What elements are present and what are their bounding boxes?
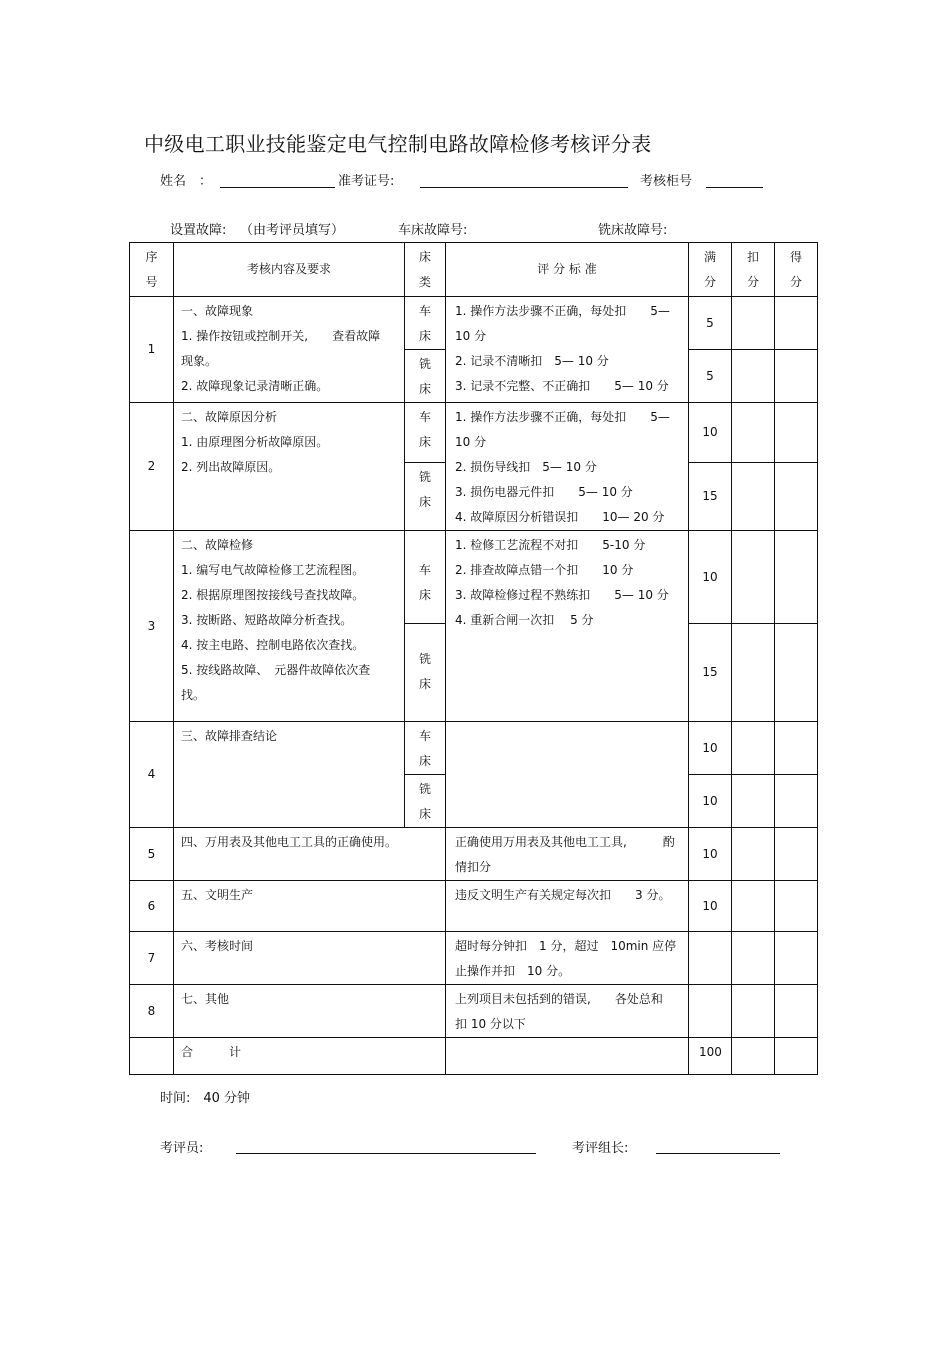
row-criteria: 超时每分钟扣 1 分，超过 10min 应停 止操作并扣 10 分。: [446, 932, 689, 985]
full-score-lathe: 10: [689, 722, 732, 775]
total-criteria-cell: [446, 1038, 689, 1075]
full-score-lathe: 10: [689, 531, 732, 624]
row-criteria: [446, 722, 689, 828]
machine-lathe: 车 床: [405, 722, 446, 775]
full-score: [689, 932, 732, 985]
deduct-cell[interactable]: [732, 828, 775, 881]
exam-id-field[interactable]: [420, 187, 628, 188]
row-seq: 7: [130, 932, 174, 985]
table-row: [130, 985, 818, 1038]
row-criteria: 1. 操作方法步骤不正确，每处扣 5— 10 分 2. 损伤导线扣 5— 10 分 3. 损伤电器元件扣 5— 10 分 4. 故障原因分析错误扣 10— 20 分: [446, 403, 689, 531]
table-row: [130, 403, 818, 463]
page-title: 中级电工职业技能鉴定电气控制电路故障检修考核评分表: [144, 132, 652, 156]
row-criteria: 正确使用万用表及其他电工工具, 酌 情扣分: [446, 828, 689, 881]
machine-lathe: 车 床: [405, 531, 446, 624]
machine-lathe: 车 床: [405, 403, 446, 463]
total-full-score: 100: [689, 1038, 732, 1075]
full-score-lathe: 10: [689, 403, 732, 463]
machine-lathe: 车 床: [405, 297, 446, 350]
table-row: [130, 828, 818, 881]
time-label: 时间: 40 分钟: [160, 1091, 251, 1106]
deduct-cell[interactable]: [732, 775, 775, 828]
total-seq-cell: [130, 1038, 174, 1075]
col-header-deduct: 扣 分: [732, 243, 775, 297]
machine-mill: 铣 床: [405, 775, 446, 828]
exam-id-label: 准考证号:: [338, 174, 395, 189]
score-cell[interactable]: [775, 403, 818, 463]
row-seq: 8: [130, 985, 174, 1038]
row-criteria: 上列项目未包括到的错误, 各处总和 扣 10 分以下: [446, 985, 689, 1038]
score-cell[interactable]: [775, 297, 818, 350]
total-score-cell[interactable]: [775, 1038, 818, 1075]
full-score-mill: 5: [689, 350, 732, 403]
deduct-cell[interactable]: [732, 350, 775, 403]
table-row: [130, 881, 818, 932]
table-row: [130, 722, 818, 775]
deduct-cell[interactable]: [732, 722, 775, 775]
score-cell[interactable]: [775, 531, 818, 624]
row-content: 七、其他: [174, 985, 446, 1038]
row-criteria: 违反文明生产有关规定每次扣 3 分。: [446, 881, 689, 932]
name-field[interactable]: [220, 187, 335, 188]
cabinet-field[interactable]: [706, 187, 763, 188]
deduct-cell[interactable]: [732, 932, 775, 985]
total-deduct-cell[interactable]: [732, 1038, 775, 1075]
deduct-cell[interactable]: [732, 403, 775, 463]
col-header-score: 得 分: [775, 243, 818, 297]
scoring-table: [129, 242, 818, 1075]
row-content: 二、故障原因分析 1. 由原理图分析故障原因。 2. 列出故障原因。: [174, 403, 405, 531]
table-row: [130, 531, 818, 624]
row-seq: 6: [130, 881, 174, 932]
total-row: [130, 1038, 818, 1075]
full-score-lathe: 5: [689, 297, 732, 350]
row-criteria: 1. 检修工艺流程不对扣 5-10 分 2. 排查故障点错一个扣 10 分 3. 故障检修过程不熟练扣 5— 10 分 4. 重新合闸一次扣 5 分: [446, 531, 689, 722]
examiner-signature-field[interactable]: [236, 1153, 536, 1154]
row-content: 四、万用表及其他电工工具的正确使用。: [174, 828, 446, 881]
deduct-cell[interactable]: [732, 624, 775, 722]
score-cell[interactable]: [775, 985, 818, 1038]
deduct-cell[interactable]: [732, 531, 775, 624]
name-label: 姓名 ：: [160, 174, 213, 189]
deduct-cell[interactable]: [732, 463, 775, 531]
mill-fault-label: 铣床故障号:: [598, 223, 668, 238]
score-cell[interactable]: [775, 624, 818, 722]
table-row: [130, 932, 818, 985]
table-row: [130, 297, 818, 350]
score-cell[interactable]: [775, 350, 818, 403]
row-seq: 5: [130, 828, 174, 881]
full-score-mill: 10: [689, 775, 732, 828]
row-criteria: 1. 操作方法步骤不正确，每处扣 5— 10 分 2. 记录不清晰扣 5— 10 分 3. 记录不完整、不正确扣 5— 10 分: [446, 297, 689, 403]
group-leader-signature-field[interactable]: [656, 1153, 780, 1154]
score-cell[interactable]: [775, 463, 818, 531]
row-seq: 2: [130, 403, 174, 531]
machine-mill: 铣 床: [405, 350, 446, 403]
cabinet-label: 考核柜号: [640, 174, 693, 189]
col-header-machine: 床 类: [405, 243, 446, 297]
score-cell[interactable]: [775, 932, 818, 985]
col-header-seq: 序 号: [130, 243, 174, 297]
row-content: 一、故障现象 1. 操作按钮或控制开关, 查看故障 现象。 2. 故障现象记录清晰正确。: [174, 297, 405, 403]
machine-mill: 铣 床: [405, 624, 446, 722]
score-cell[interactable]: [775, 775, 818, 828]
row-content: 三、故障排查结论: [174, 722, 405, 828]
full-score: [689, 985, 732, 1038]
lathe-fault-label: 车床故障号:: [398, 223, 468, 238]
fault-setting-label: 设置故障:: [170, 223, 227, 238]
full-score: 10: [689, 881, 732, 932]
score-cell[interactable]: [775, 828, 818, 881]
total-label: 合 计: [174, 1038, 446, 1075]
col-header-criteria: 评 分 标 准: [446, 243, 689, 297]
full-score: 10: [689, 828, 732, 881]
group-leader-label: 考评组长:: [572, 1141, 629, 1156]
row-seq: 3: [130, 531, 174, 722]
machine-mill: 铣 床: [405, 463, 446, 531]
examiner-label: 考评员:: [160, 1141, 204, 1156]
col-header-full: 满 分: [689, 243, 732, 297]
row-content: 二、故障检修 1. 编写电气故障检修工艺流程图。 2. 根据原理图按接线号查找故障。 3. 按断路、短路故障分析查找。 4. 按主电路、控制电路依次查找。 5. 按线路故障、 元器件故障依次查 找。: [174, 531, 405, 722]
full-score-mill: 15: [689, 624, 732, 722]
full-score-mill: 15: [689, 463, 732, 531]
deduct-cell[interactable]: [732, 297, 775, 350]
col-header-content: 考核内容及要求: [174, 243, 405, 297]
fault-setting-note: （由考评员填写）: [240, 223, 345, 238]
row-seq: 4: [130, 722, 174, 828]
score-cell[interactable]: [775, 881, 818, 932]
score-cell[interactable]: [775, 722, 818, 775]
table-header-row: [130, 243, 818, 297]
row-content: 五、文明生产: [174, 881, 446, 932]
deduct-cell[interactable]: [732, 881, 775, 932]
deduct-cell[interactable]: [732, 985, 775, 1038]
row-seq: 1: [130, 297, 174, 403]
row-content: 六、考核时间: [174, 932, 446, 985]
